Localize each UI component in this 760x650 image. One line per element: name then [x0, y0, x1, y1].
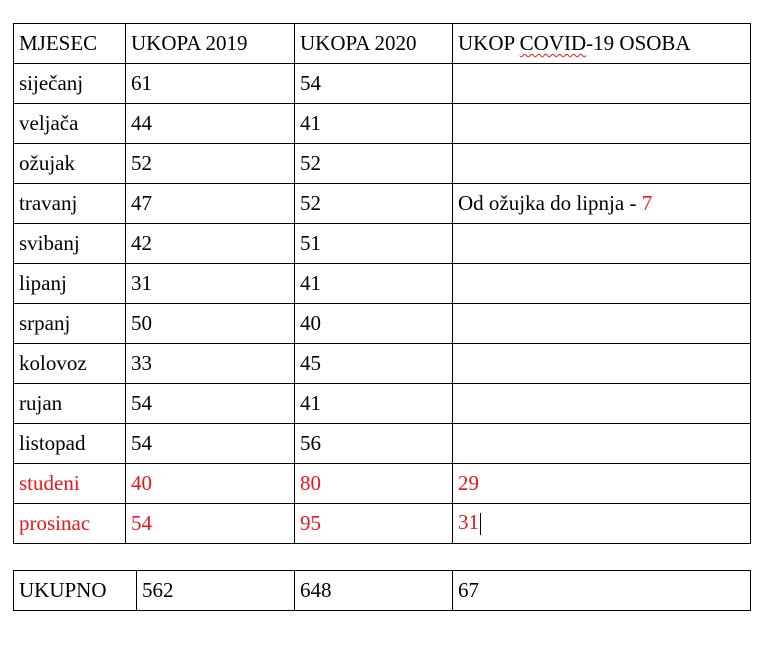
covid-note-text: Od ožujka do lipnja -	[458, 191, 642, 215]
table-row	[14, 304, 751, 344]
burials-2020-cell[interactable]: 45	[295, 344, 453, 384]
covid-cell[interactable]	[453, 344, 751, 384]
burials-2020-cell[interactable]: 51	[295, 224, 453, 264]
totals-covid-cell[interactable]: 67	[453, 571, 751, 611]
burials-2020-cell[interactable]: 52	[295, 184, 453, 224]
totals-row	[14, 571, 751, 611]
totals-table	[13, 570, 751, 611]
burials-2019-cell[interactable]: 42	[126, 224, 295, 264]
burials-2019-cell[interactable]: 33	[126, 344, 295, 384]
header-covid-prefix: UKOP	[458, 31, 520, 55]
burials-2020-cell[interactable]: 40	[295, 304, 453, 344]
table-row	[14, 224, 751, 264]
covid-cell[interactable]	[453, 104, 751, 144]
header-covid-word: COVID	[519, 31, 587, 55]
burials-2019-cell[interactable]: 31	[126, 264, 295, 304]
burials-2019-cell[interactable]: 44	[126, 104, 295, 144]
table-header-row	[14, 24, 751, 64]
month-cell[interactable]: srpanj	[14, 304, 126, 344]
month-cell[interactable]: prosinac	[14, 504, 126, 544]
header-burials-2019[interactable]: UKOPA 2019	[126, 24, 295, 64]
table-row	[14, 184, 751, 224]
totals-2019-cell[interactable]: 562	[137, 571, 295, 611]
covid-cell[interactable]	[453, 264, 751, 304]
totals-label[interactable]: UKUPNO	[14, 571, 137, 611]
covid-cell[interactable]	[453, 504, 751, 544]
covid-cell[interactable]	[453, 64, 751, 104]
burials-2020-cell[interactable]: 95	[295, 504, 453, 544]
burials-2019-cell[interactable]: 54	[126, 504, 295, 544]
covid-cell[interactable]	[453, 384, 751, 424]
burials-2020-cell[interactable]: 80	[295, 464, 453, 504]
header-covid-burials[interactable]	[453, 24, 751, 64]
header-month[interactable]: MJESEC	[14, 24, 126, 64]
table-row	[14, 104, 751, 144]
month-cell[interactable]: rujan	[14, 384, 126, 424]
header-covid-suffix: -19 OSOBA	[586, 31, 691, 55]
burials-2020-cell[interactable]: 41	[295, 384, 453, 424]
covid-cell[interactable]	[453, 424, 751, 464]
covid-value: 31	[458, 509, 479, 534]
text-cursor	[480, 513, 481, 535]
table-row	[14, 424, 751, 464]
month-cell[interactable]: veljača	[14, 104, 126, 144]
table-row	[14, 64, 751, 104]
table-row	[14, 344, 751, 384]
table-row	[14, 264, 751, 304]
burials-2020-cell[interactable]: 54	[295, 64, 453, 104]
burials-2019-cell[interactable]: 50	[126, 304, 295, 344]
header-burials-2020[interactable]: UKOPA 2020	[295, 24, 453, 64]
table-row-highlighted	[14, 464, 751, 504]
burials-2019-cell[interactable]: 52	[126, 144, 295, 184]
burials-2020-cell[interactable]: 41	[295, 264, 453, 304]
burials-2019-cell[interactable]: 40	[126, 464, 295, 504]
covid-cell[interactable]: 29	[453, 464, 751, 504]
covid-cell[interactable]	[453, 184, 751, 224]
month-cell[interactable]: siječanj	[14, 64, 126, 104]
covid-cell[interactable]	[453, 224, 751, 264]
month-cell[interactable]: svibanj	[14, 224, 126, 264]
month-cell[interactable]: studeni	[14, 464, 126, 504]
burials-2020-cell[interactable]: 52	[295, 144, 453, 184]
month-cell[interactable]: ožujak	[14, 144, 126, 184]
table-row	[14, 384, 751, 424]
burials-2019-cell[interactable]: 61	[126, 64, 295, 104]
burials-table	[13, 23, 751, 544]
covid-cell[interactable]	[453, 304, 751, 344]
burials-2019-cell[interactable]: 54	[126, 424, 295, 464]
month-cell[interactable]: lipanj	[14, 264, 126, 304]
burials-2019-cell[interactable]: 54	[126, 384, 295, 424]
month-cell[interactable]: kolovoz	[14, 344, 126, 384]
month-cell[interactable]: travanj	[14, 184, 126, 224]
covid-note-value: 7	[641, 191, 653, 215]
burials-2020-cell[interactable]: 41	[295, 104, 453, 144]
burials-2020-cell[interactable]: 56	[295, 424, 453, 464]
table-row-highlighted	[14, 504, 751, 544]
covid-cell[interactable]	[453, 144, 751, 184]
totals-2020-cell[interactable]: 648	[295, 571, 453, 611]
burials-2019-cell[interactable]: 47	[126, 184, 295, 224]
month-cell[interactable]: listopad	[14, 424, 126, 464]
table-row	[14, 144, 751, 184]
